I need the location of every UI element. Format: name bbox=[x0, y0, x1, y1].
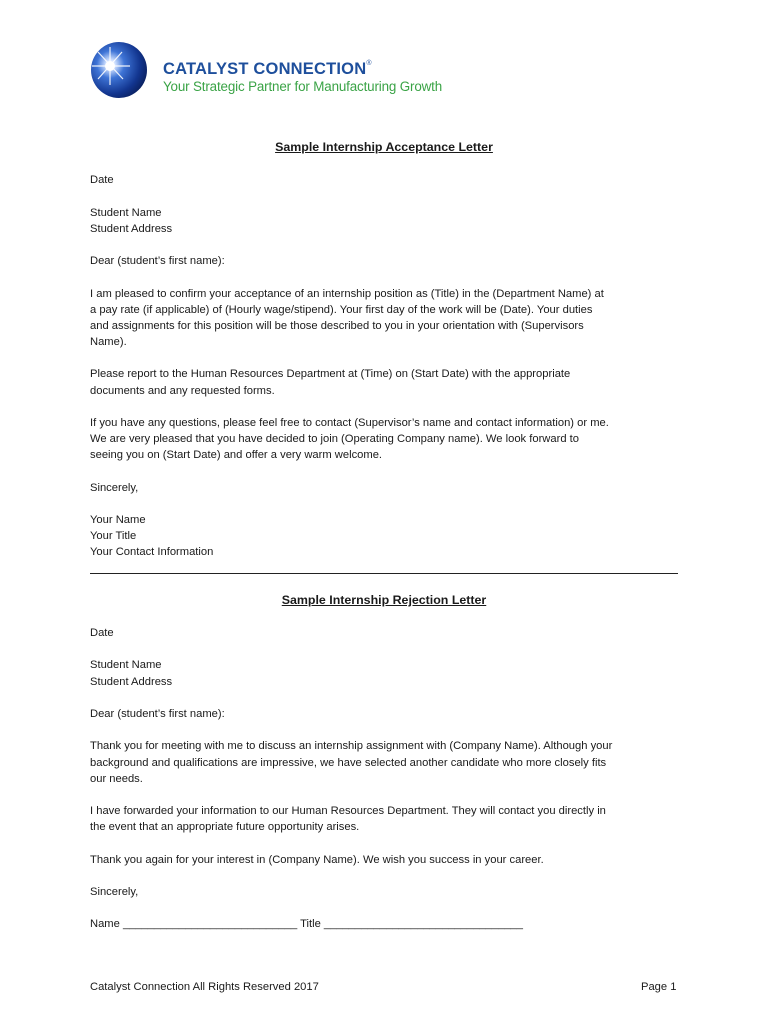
company-name-logo-text: CATALYST CONNECTION® bbox=[163, 60, 372, 78]
rejection-paragraph-line: Thank you again for your interest in (Company Name). We wish you success in your career. bbox=[90, 854, 544, 866]
acceptance-signature-title: Your Title bbox=[90, 530, 137, 542]
footer-page-number: Page 1 bbox=[641, 981, 677, 993]
section-divider bbox=[90, 573, 678, 574]
rejection-paragraph-line: Thank you for meeting with me to discuss an internship assignment with (Company Name). Although your bbox=[90, 740, 613, 752]
rejection-paragraph-line: background and qualifications are impressive, we have selected another candidate who more closely fits bbox=[90, 757, 607, 769]
rejection-letter-title: Sample Internship Rejection Letter bbox=[281, 593, 487, 607]
rejection-closing: Sincerely, bbox=[90, 886, 139, 898]
rejection-paragraph-line: I have forwarded your information to our Human Resources Department. They will contact you directly in bbox=[90, 805, 606, 817]
acceptance-paragraph-line: I am pleased to confirm your acceptance of an internship position as (Title) in the (Department Name) at bbox=[90, 288, 604, 300]
rejection-student-name: Student Name bbox=[90, 659, 162, 671]
footer-copyright: Catalyst Connection All Rights Reserved 2017 bbox=[90, 981, 319, 993]
rejection-salutation: Dear (student’s first name): bbox=[90, 708, 225, 720]
acceptance-date: Date bbox=[90, 174, 114, 186]
acceptance-student-address: Student Address bbox=[90, 223, 173, 235]
acceptance-paragraph-line: seeing you on (Start Date) and offer a very warm welcome. bbox=[90, 449, 383, 461]
acceptance-closing: Sincerely, bbox=[90, 482, 139, 494]
acceptance-paragraph-line: documents and any requested forms. bbox=[90, 385, 275, 397]
catalyst-globe-logo-icon bbox=[90, 41, 148, 99]
company-tagline: Your Strategic Partner for Manufacturing Growth bbox=[163, 79, 443, 94]
acceptance-paragraph-line: and assignments for this position will be those described to you in your orientation with (Supervisors bbox=[90, 320, 584, 332]
acceptance-paragraph-line: If you have any questions, please feel free to contact (Supervisor’s name and contact information) or me. bbox=[90, 417, 609, 429]
rejection-paragraph-line: the event that an appropriate future opportunity arises. bbox=[90, 821, 360, 833]
acceptance-paragraph-line: a pay rate (if applicable) of (Hourly wage/stipend). Your first day of the work will be (Date). Your duties bbox=[90, 304, 593, 316]
rejection-name-title-line: Name ____________________________ Title ________________________________ bbox=[90, 918, 524, 930]
acceptance-letter-title: Sample Internship Acceptance Letter bbox=[275, 140, 493, 154]
rejection-paragraph-line: our needs. bbox=[90, 773, 143, 785]
acceptance-student-name: Student Name bbox=[90, 207, 162, 219]
acceptance-paragraph-line: Please report to the Human Resources Department at (Time) on (Start Date) with the appropriate bbox=[90, 368, 571, 380]
rejection-date: Date bbox=[90, 627, 114, 639]
acceptance-paragraph-line: Name). bbox=[90, 336, 127, 348]
acceptance-signature-name: Your Name bbox=[90, 514, 146, 526]
acceptance-paragraph-line: We are very pleased that you have decided to join (Operating Company name). We look forward to bbox=[90, 433, 579, 445]
acceptance-salutation: Dear (student’s first name): bbox=[90, 255, 225, 267]
rejection-student-address: Student Address bbox=[90, 676, 173, 688]
acceptance-signature-contact: Your Contact Information bbox=[90, 546, 214, 558]
